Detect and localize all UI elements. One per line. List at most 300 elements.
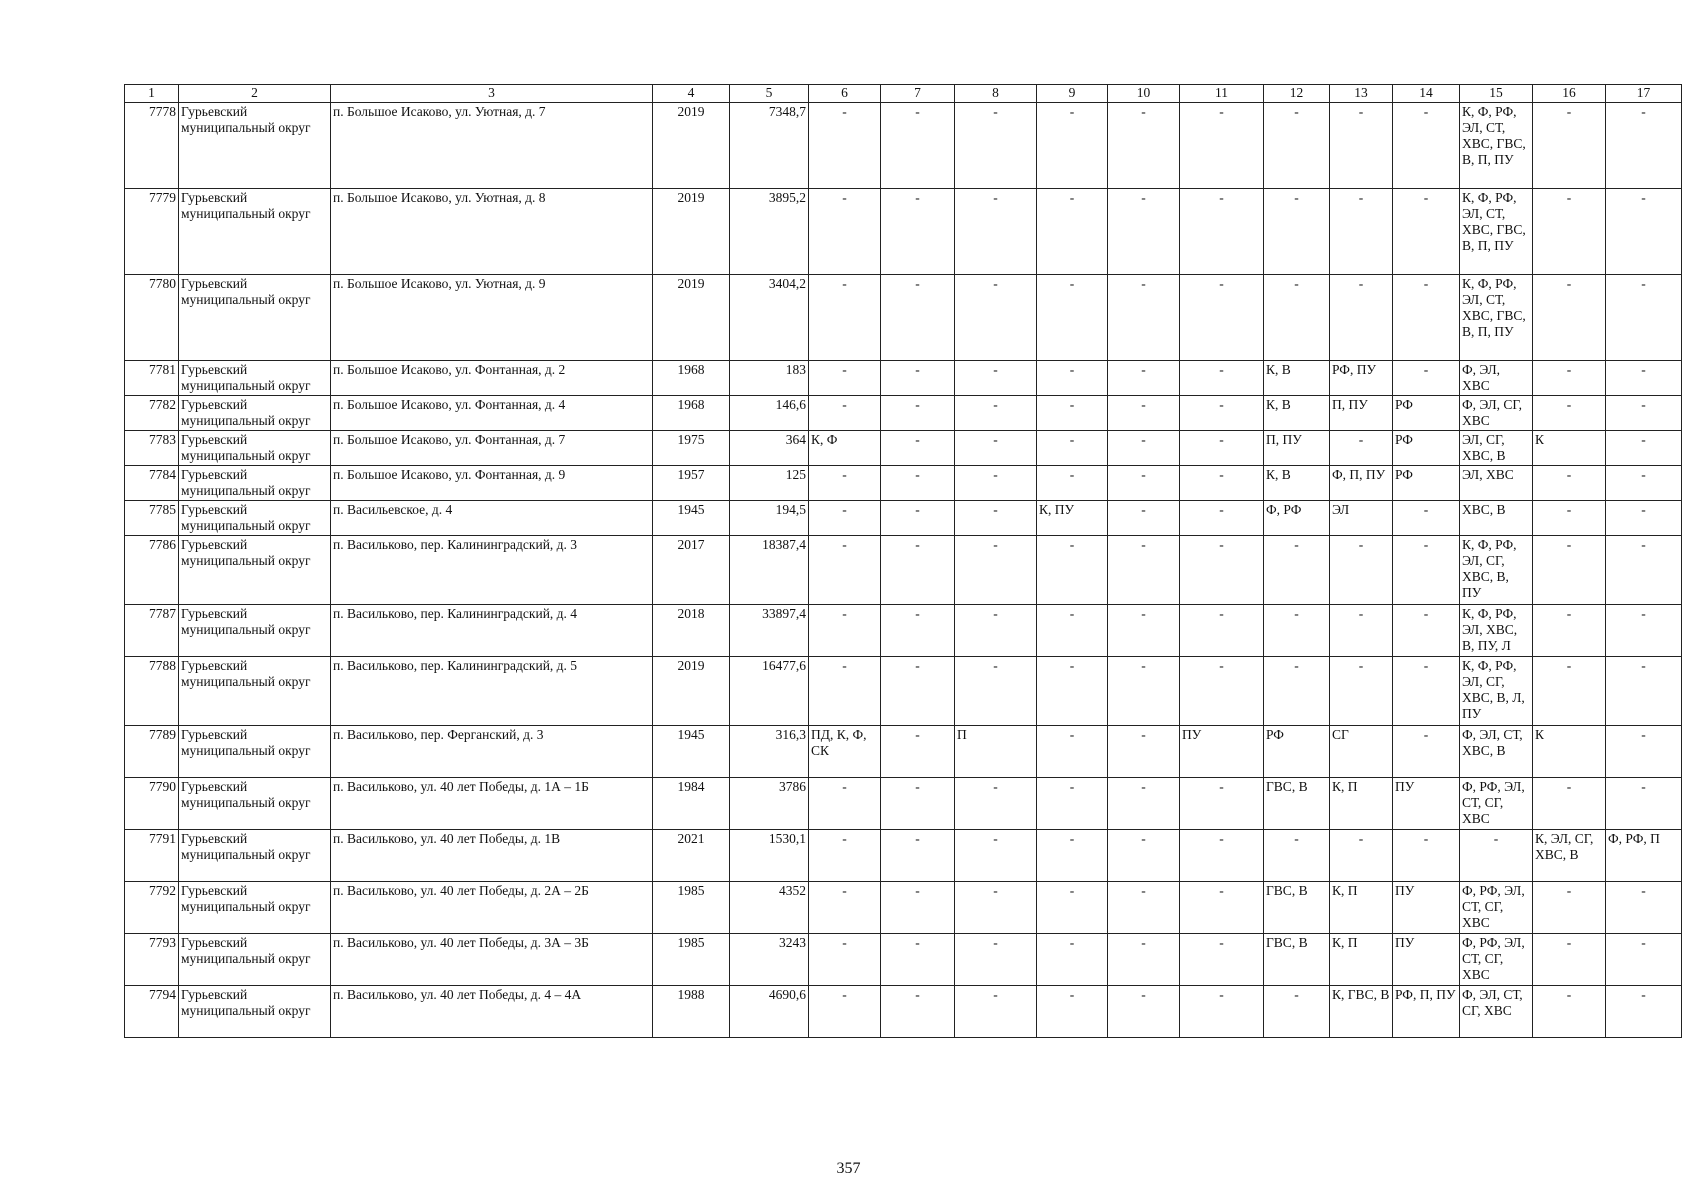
area-cell: 364 xyxy=(730,431,809,466)
column-8-cell: - xyxy=(955,934,1037,986)
column-15-cell: Ф, РФ, ЭЛ, СТ, СГ, ХВС xyxy=(1460,882,1533,934)
column-17-cell: - xyxy=(1606,396,1682,431)
column-17-cell: - xyxy=(1606,361,1682,396)
column-12-cell: ГВС, В xyxy=(1264,778,1330,830)
address-cell: п. Васильково, ул. 40 лет Победы, д. 1В xyxy=(331,830,653,882)
column-14-cell: РФ xyxy=(1393,396,1460,431)
column-13-cell: - xyxy=(1330,275,1393,361)
year-cell: 2019 xyxy=(653,657,730,726)
column-13-cell: К, П xyxy=(1330,882,1393,934)
column-13-cell: СГ xyxy=(1330,726,1393,778)
column-6-cell: К, Ф xyxy=(809,431,881,466)
area-cell: 18387,4 xyxy=(730,536,809,605)
district-cell: Гурьевский муниципальный округ xyxy=(179,657,331,726)
column-8-cell: - xyxy=(955,605,1037,657)
row-number-cell: 7781 xyxy=(125,361,179,396)
column-10-cell: - xyxy=(1108,361,1180,396)
column-10-cell: - xyxy=(1108,986,1180,1038)
column-16-cell: - xyxy=(1533,657,1606,726)
district-cell: Гурьевский муниципальный округ xyxy=(179,934,331,986)
column-10-cell: - xyxy=(1108,103,1180,189)
address-cell: п. Большое Исаково, ул. Уютная, д. 8 xyxy=(331,189,653,275)
column-9-cell: - xyxy=(1037,536,1108,605)
column-14-cell: - xyxy=(1393,103,1460,189)
column-13-cell: - xyxy=(1330,536,1393,605)
column-11-cell: - xyxy=(1180,830,1264,882)
column-12-cell: - xyxy=(1264,536,1330,605)
column-11-cell: - xyxy=(1180,466,1264,501)
year-cell: 2017 xyxy=(653,536,730,605)
column-10-cell: - xyxy=(1108,396,1180,431)
column-6-cell: - xyxy=(809,778,881,830)
column-9-cell: - xyxy=(1037,657,1108,726)
row-number-cell: 7790 xyxy=(125,778,179,830)
row-number-cell: 7783 xyxy=(125,431,179,466)
column-10-cell: - xyxy=(1108,778,1180,830)
column-15-cell: ЭЛ, СГ, ХВС, В xyxy=(1460,431,1533,466)
column-14-cell: ПУ xyxy=(1393,778,1460,830)
column-15-cell: К, Ф, РФ, ЭЛ, СГ, ХВС, В, ПУ xyxy=(1460,536,1533,605)
column-8-cell: - xyxy=(955,189,1037,275)
column-6-cell: - xyxy=(809,986,881,1038)
column-header-12: 12 xyxy=(1264,85,1330,103)
year-cell: 1985 xyxy=(653,934,730,986)
area-cell: 194,5 xyxy=(730,501,809,536)
table-row xyxy=(125,361,1682,396)
area-cell: 4352 xyxy=(730,882,809,934)
district-cell: Гурьевский муниципальный округ xyxy=(179,275,331,361)
year-cell: 2021 xyxy=(653,830,730,882)
column-14-cell: РФ xyxy=(1393,466,1460,501)
row-number-cell: 7788 xyxy=(125,657,179,726)
column-15-cell: Ф, ЭЛ, ХВС xyxy=(1460,361,1533,396)
area-cell: 3243 xyxy=(730,934,809,986)
column-9-cell: - xyxy=(1037,275,1108,361)
column-7-cell: - xyxy=(881,605,955,657)
district-cell: Гурьевский муниципальный округ xyxy=(179,189,331,275)
area-cell: 125 xyxy=(730,466,809,501)
column-6-cell: - xyxy=(809,830,881,882)
column-15-cell: К, Ф, РФ, ЭЛ, СТ, ХВС, ГВС, В, П, ПУ xyxy=(1460,103,1533,189)
column-8-cell: - xyxy=(955,882,1037,934)
address-cell: п. Васильково, ул. 40 лет Победы, д. 4 – 4А xyxy=(331,986,653,1038)
column-10-cell: - xyxy=(1108,934,1180,986)
column-15-cell: Ф, РФ, ЭЛ, СТ, СГ, ХВС xyxy=(1460,778,1533,830)
column-16-cell: - xyxy=(1533,396,1606,431)
address-cell: п. Большое Исаково, ул. Фонтанная, д. 4 xyxy=(331,396,653,431)
column-9-cell: - xyxy=(1037,361,1108,396)
column-10-cell: - xyxy=(1108,536,1180,605)
column-9-cell: - xyxy=(1037,830,1108,882)
address-cell: п. Васильково, ул. 40 лет Победы, д. 3А – 3Б xyxy=(331,934,653,986)
column-16-cell: К xyxy=(1533,726,1606,778)
column-13-cell: - xyxy=(1330,103,1393,189)
district-cell: Гурьевский муниципальный округ xyxy=(179,396,331,431)
column-16-cell: - xyxy=(1533,466,1606,501)
column-9-cell: - xyxy=(1037,726,1108,778)
address-cell: п. Васильково, ул. 40 лет Победы, д. 1А – 1Б xyxy=(331,778,653,830)
column-10-cell: - xyxy=(1108,466,1180,501)
column-7-cell: - xyxy=(881,396,955,431)
district-cell: Гурьевский муниципальный округ xyxy=(179,466,331,501)
area-cell: 7348,7 xyxy=(730,103,809,189)
address-cell: п. Васильково, ул. 40 лет Победы, д. 2А – 2Б xyxy=(331,882,653,934)
column-10-cell: - xyxy=(1108,830,1180,882)
area-cell: 33897,4 xyxy=(730,605,809,657)
column-header-16: 16 xyxy=(1533,85,1606,103)
column-13-cell: ЭЛ xyxy=(1330,501,1393,536)
year-cell: 1957 xyxy=(653,466,730,501)
column-10-cell: - xyxy=(1108,275,1180,361)
column-6-cell: - xyxy=(809,657,881,726)
column-7-cell: - xyxy=(881,934,955,986)
district-cell: Гурьевский муниципальный округ xyxy=(179,431,331,466)
area-cell: 1530,1 xyxy=(730,830,809,882)
row-number-cell: 7793 xyxy=(125,934,179,986)
column-12-cell: П, ПУ xyxy=(1264,431,1330,466)
row-number-cell: 7787 xyxy=(125,605,179,657)
column-16-cell: - xyxy=(1533,501,1606,536)
column-7-cell: - xyxy=(881,501,955,536)
column-7-cell: - xyxy=(881,657,955,726)
column-7-cell: - xyxy=(881,726,955,778)
column-17-cell: - xyxy=(1606,605,1682,657)
column-10-cell: - xyxy=(1108,726,1180,778)
column-8-cell: - xyxy=(955,103,1037,189)
column-12-cell: - xyxy=(1264,605,1330,657)
table-row xyxy=(125,830,1682,882)
column-15-cell: Ф, ЭЛ, СТ, СГ, ХВС xyxy=(1460,986,1533,1038)
year-cell: 2019 xyxy=(653,275,730,361)
column-8-cell: П xyxy=(955,726,1037,778)
column-header-17: 17 xyxy=(1606,85,1682,103)
column-9-cell: - xyxy=(1037,431,1108,466)
column-11-cell: - xyxy=(1180,882,1264,934)
table-row xyxy=(125,605,1682,657)
column-8-cell: - xyxy=(955,396,1037,431)
area-cell: 3895,2 xyxy=(730,189,809,275)
column-12-cell: Ф, РФ xyxy=(1264,501,1330,536)
row-number-cell: 7779 xyxy=(125,189,179,275)
column-11-cell: - xyxy=(1180,986,1264,1038)
column-header-6: 6 xyxy=(809,85,881,103)
year-cell: 1968 xyxy=(653,396,730,431)
column-16-cell: - xyxy=(1533,275,1606,361)
area-cell: 316,3 xyxy=(730,726,809,778)
column-9-cell: - xyxy=(1037,605,1108,657)
column-header-10: 10 xyxy=(1108,85,1180,103)
district-cell: Гурьевский муниципальный округ xyxy=(179,536,331,605)
column-11-cell: - xyxy=(1180,778,1264,830)
column-17-cell: - xyxy=(1606,466,1682,501)
table-row xyxy=(125,275,1682,361)
table-row xyxy=(125,934,1682,986)
housing-registry-table xyxy=(124,84,1682,1038)
column-8-cell: - xyxy=(955,986,1037,1038)
column-7-cell: - xyxy=(881,830,955,882)
column-17-cell: - xyxy=(1606,934,1682,986)
district-cell: Гурьевский муниципальный округ xyxy=(179,986,331,1038)
column-14-cell: - xyxy=(1393,830,1460,882)
column-6-cell: - xyxy=(809,882,881,934)
column-8-cell: - xyxy=(955,431,1037,466)
column-14-cell: - xyxy=(1393,536,1460,605)
year-cell: 1968 xyxy=(653,361,730,396)
column-header-3: 3 xyxy=(331,85,653,103)
district-cell: Гурьевский муниципальный округ xyxy=(179,778,331,830)
column-14-cell: ПУ xyxy=(1393,882,1460,934)
column-8-cell: - xyxy=(955,275,1037,361)
year-cell: 2018 xyxy=(653,605,730,657)
column-header-4: 4 xyxy=(653,85,730,103)
district-cell: Гурьевский муниципальный округ xyxy=(179,882,331,934)
row-number-cell: 7792 xyxy=(125,882,179,934)
registry-sheet xyxy=(124,84,1660,1038)
column-6-cell: - xyxy=(809,396,881,431)
area-cell: 16477,6 xyxy=(730,657,809,726)
table-row xyxy=(125,778,1682,830)
column-16-cell: - xyxy=(1533,934,1606,986)
column-11-cell: - xyxy=(1180,605,1264,657)
column-13-cell: - xyxy=(1330,605,1393,657)
column-17-cell: - xyxy=(1606,189,1682,275)
year-cell: 1945 xyxy=(653,726,730,778)
column-7-cell: - xyxy=(881,882,955,934)
column-9-cell: - xyxy=(1037,882,1108,934)
column-13-cell: - xyxy=(1330,431,1393,466)
district-cell: Гурьевский муниципальный округ xyxy=(179,726,331,778)
column-number-header-row xyxy=(125,85,1682,103)
column-10-cell: - xyxy=(1108,605,1180,657)
area-cell: 146,6 xyxy=(730,396,809,431)
column-6-cell: - xyxy=(809,189,881,275)
year-cell: 1985 xyxy=(653,882,730,934)
column-16-cell: К, ЭЛ, СГ, ХВС, В xyxy=(1533,830,1606,882)
year-cell: 1975 xyxy=(653,431,730,466)
table-row xyxy=(125,466,1682,501)
table-row xyxy=(125,726,1682,778)
column-16-cell: - xyxy=(1533,103,1606,189)
column-16-cell: - xyxy=(1533,361,1606,396)
column-12-cell: - xyxy=(1264,986,1330,1038)
column-9-cell: - xyxy=(1037,778,1108,830)
page-number: 357 xyxy=(836,1160,861,1177)
column-11-cell: - xyxy=(1180,934,1264,986)
column-11-cell: - xyxy=(1180,103,1264,189)
column-9-cell: - xyxy=(1037,466,1108,501)
column-12-cell: - xyxy=(1264,275,1330,361)
column-14-cell: - xyxy=(1393,605,1460,657)
column-10-cell: - xyxy=(1108,657,1180,726)
column-16-cell: - xyxy=(1533,986,1606,1038)
column-12-cell: - xyxy=(1264,830,1330,882)
column-13-cell: Ф, П, ПУ xyxy=(1330,466,1393,501)
address-cell: п. Васильково, пер. Калининградский, д. 5 xyxy=(331,657,653,726)
column-17-cell: - xyxy=(1606,657,1682,726)
row-number-cell: 7784 xyxy=(125,466,179,501)
year-cell: 1988 xyxy=(653,986,730,1038)
column-14-cell: ПУ xyxy=(1393,934,1460,986)
column-17-cell: Ф, РФ, П xyxy=(1606,830,1682,882)
address-cell: п. Большое Исаково, ул. Уютная, д. 9 xyxy=(331,275,653,361)
column-11-cell: - xyxy=(1180,396,1264,431)
column-9-cell: - xyxy=(1037,396,1108,431)
table-row xyxy=(125,396,1682,431)
address-cell: п. Большое Исаково, ул. Фонтанная, д. 7 xyxy=(331,431,653,466)
column-17-cell: - xyxy=(1606,536,1682,605)
column-11-cell: - xyxy=(1180,361,1264,396)
year-cell: 1945 xyxy=(653,501,730,536)
column-14-cell: - xyxy=(1393,189,1460,275)
column-7-cell: - xyxy=(881,103,955,189)
row-number-cell: 7778 xyxy=(125,103,179,189)
column-header-8: 8 xyxy=(955,85,1037,103)
district-cell: Гурьевский муниципальный округ xyxy=(179,103,331,189)
table-row xyxy=(125,536,1682,605)
column-6-cell: ПД, К, Ф, СК xyxy=(809,726,881,778)
column-16-cell: - xyxy=(1533,605,1606,657)
column-7-cell: - xyxy=(881,536,955,605)
row-number-cell: 7794 xyxy=(125,986,179,1038)
table-row xyxy=(125,431,1682,466)
column-15-cell: - xyxy=(1460,830,1533,882)
column-12-cell: ГВС, В xyxy=(1264,882,1330,934)
area-cell: 183 xyxy=(730,361,809,396)
column-7-cell: - xyxy=(881,986,955,1038)
area-cell: 4690,6 xyxy=(730,986,809,1038)
column-14-cell: РФ, П, ПУ xyxy=(1393,986,1460,1038)
column-16-cell: К xyxy=(1533,431,1606,466)
column-13-cell: П, ПУ xyxy=(1330,396,1393,431)
table-row xyxy=(125,882,1682,934)
column-15-cell: К, Ф, РФ, ЭЛ, СГ, ХВС, В, Л, ПУ xyxy=(1460,657,1533,726)
column-header-9: 9 xyxy=(1037,85,1108,103)
table-row xyxy=(125,189,1682,275)
row-number-cell: 7782 xyxy=(125,396,179,431)
table-body xyxy=(125,103,1682,1038)
column-header-5: 5 xyxy=(730,85,809,103)
column-11-cell: - xyxy=(1180,431,1264,466)
column-6-cell: - xyxy=(809,605,881,657)
column-15-cell: ЭЛ, ХВС xyxy=(1460,466,1533,501)
area-cell: 3786 xyxy=(730,778,809,830)
column-14-cell: - xyxy=(1393,501,1460,536)
column-13-cell: К, П xyxy=(1330,934,1393,986)
column-12-cell: К, В xyxy=(1264,361,1330,396)
column-11-cell: - xyxy=(1180,501,1264,536)
column-6-cell: - xyxy=(809,466,881,501)
year-cell: 2019 xyxy=(653,189,730,275)
column-12-cell: К, В xyxy=(1264,396,1330,431)
column-header-1: 1 xyxy=(125,85,179,103)
column-13-cell: К, П xyxy=(1330,778,1393,830)
column-header-7: 7 xyxy=(881,85,955,103)
column-6-cell: - xyxy=(809,536,881,605)
column-7-cell: - xyxy=(881,778,955,830)
district-cell: Гурьевский муниципальный округ xyxy=(179,361,331,396)
column-8-cell: - xyxy=(955,466,1037,501)
column-14-cell: - xyxy=(1393,657,1460,726)
column-header-11: 11 xyxy=(1180,85,1264,103)
column-10-cell: - xyxy=(1108,501,1180,536)
table-row xyxy=(125,103,1682,189)
column-9-cell: К, ПУ xyxy=(1037,501,1108,536)
column-10-cell: - xyxy=(1108,882,1180,934)
column-6-cell: - xyxy=(809,934,881,986)
column-6-cell: - xyxy=(809,501,881,536)
district-cell: Гурьевский муниципальный округ xyxy=(179,830,331,882)
table-row xyxy=(125,501,1682,536)
column-8-cell: - xyxy=(955,361,1037,396)
column-15-cell: Ф, РФ, ЭЛ, СТ, СГ, ХВС xyxy=(1460,934,1533,986)
column-13-cell: - xyxy=(1330,189,1393,275)
column-9-cell: - xyxy=(1037,103,1108,189)
address-cell: п. Большое Исаково, ул. Уютная, д. 7 xyxy=(331,103,653,189)
column-15-cell: К, Ф, РФ, ЭЛ, СТ, ХВС, ГВС, В, П, ПУ xyxy=(1460,189,1533,275)
column-11-cell: - xyxy=(1180,657,1264,726)
column-12-cell: К, В xyxy=(1264,466,1330,501)
column-7-cell: - xyxy=(881,189,955,275)
row-number-cell: 7789 xyxy=(125,726,179,778)
column-9-cell: - xyxy=(1037,986,1108,1038)
column-7-cell: - xyxy=(881,431,955,466)
column-6-cell: - xyxy=(809,275,881,361)
column-11-cell: - xyxy=(1180,536,1264,605)
column-header-15: 15 xyxy=(1460,85,1533,103)
year-cell: 1984 xyxy=(653,778,730,830)
column-9-cell: - xyxy=(1037,934,1108,986)
column-12-cell: ГВС, В xyxy=(1264,934,1330,986)
column-16-cell: - xyxy=(1533,882,1606,934)
column-12-cell: - xyxy=(1264,189,1330,275)
column-12-cell: - xyxy=(1264,103,1330,189)
row-number-cell: 7791 xyxy=(125,830,179,882)
column-header-14: 14 xyxy=(1393,85,1460,103)
column-17-cell: - xyxy=(1606,501,1682,536)
column-17-cell: - xyxy=(1606,275,1682,361)
column-8-cell: - xyxy=(955,778,1037,830)
column-8-cell: - xyxy=(955,536,1037,605)
column-14-cell: - xyxy=(1393,275,1460,361)
column-14-cell: РФ xyxy=(1393,431,1460,466)
column-17-cell: - xyxy=(1606,103,1682,189)
table-row xyxy=(125,986,1682,1038)
address-cell: п. Васильково, пер. Калининградский, д. 3 xyxy=(331,536,653,605)
address-cell: п. Васильевское, д. 4 xyxy=(331,501,653,536)
address-cell: п. Васильково, пер. Ферганский, д. 3 xyxy=(331,726,653,778)
column-10-cell: - xyxy=(1108,189,1180,275)
row-number-cell: 7786 xyxy=(125,536,179,605)
column-15-cell: К, Ф, РФ, ЭЛ, ХВС, В, ПУ, Л xyxy=(1460,605,1533,657)
column-15-cell: Ф, ЭЛ, СГ, ХВС xyxy=(1460,396,1533,431)
column-14-cell: - xyxy=(1393,361,1460,396)
column-6-cell: - xyxy=(809,103,881,189)
column-17-cell: - xyxy=(1606,726,1682,778)
column-17-cell: - xyxy=(1606,778,1682,830)
column-header-2: 2 xyxy=(179,85,331,103)
column-16-cell: - xyxy=(1533,536,1606,605)
address-cell: п. Большое Исаково, ул. Фонтанная, д. 2 xyxy=(331,361,653,396)
column-16-cell: - xyxy=(1533,189,1606,275)
column-14-cell: - xyxy=(1393,726,1460,778)
column-13-cell: К, ГВС, В xyxy=(1330,986,1393,1038)
column-8-cell: - xyxy=(955,830,1037,882)
column-16-cell: - xyxy=(1533,778,1606,830)
column-12-cell: РФ xyxy=(1264,726,1330,778)
column-11-cell: - xyxy=(1180,189,1264,275)
column-15-cell: Ф, ЭЛ, СТ, ХВС, В xyxy=(1460,726,1533,778)
row-number-cell: 7780 xyxy=(125,275,179,361)
